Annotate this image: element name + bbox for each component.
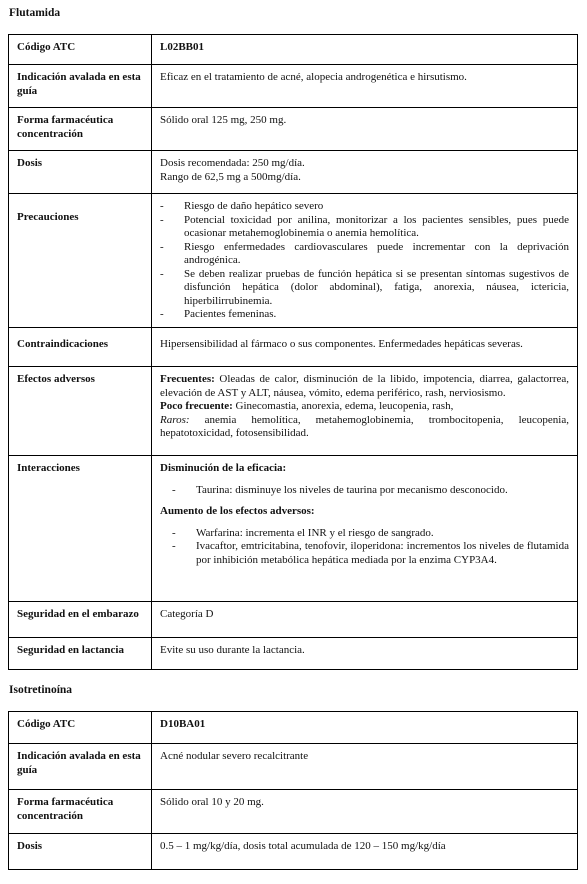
- isotretinoina-table: [8, 711, 578, 870]
- efectos-poco-label: Poco frecuente:: [160, 400, 233, 412]
- table-row: [9, 834, 578, 870]
- disminucion-list: [160, 484, 569, 498]
- efectos-frecuentes-label: Frecuentes:: [160, 373, 215, 385]
- table-row: [9, 790, 578, 834]
- row-label: Indicación avalada en esta guía: [9, 65, 152, 108]
- table-row: [9, 108, 578, 151]
- row-label: Código ATC: [9, 712, 152, 744]
- list-item: - Taurina: disminuye los niveles de taurina por mecanismo desconocido.: [160, 484, 569, 498]
- list-item: - Riesgo de daño hepático severo: [160, 200, 569, 214]
- atc-code-value: L02BB01: [152, 35, 578, 65]
- section-title-flutamida: Flutamida: [9, 7, 61, 19]
- aumento-list: [160, 527, 569, 568]
- list-item: - Ivacaftor, emtricitabina, tenofovir, iloperidona: incrementos los niveles de flutamida por inhibición metabólica hepática mediada por la enzima CYP3A4.: [160, 540, 569, 567]
- row-label: Dosis: [9, 151, 152, 194]
- dosis-line: Dosis recomendada: 250 mg/día.: [160, 157, 305, 169]
- efectos-poco: [160, 400, 569, 414]
- efectos-poco-text: Ginecomastia, anorexia, edema, leucopenia, rash,: [232, 400, 454, 412]
- list-item: - Warfarina: incrementa el INR y el riesgo de sangrado.: [160, 527, 569, 541]
- list-item: - Potencial toxicidad por anilina, monitorizar a los pacientes sensibles, pues puede ocasionar metahemoglobinemia o anemia hemolítica.: [160, 214, 569, 241]
- indicacion-value: Acné nodular severo recalcitrante: [152, 744, 578, 790]
- efectos-raros-label: Raros:: [160, 413, 190, 426]
- row-label: Forma farmacéutica concentración: [9, 108, 152, 151]
- table-row: [9, 367, 578, 456]
- row-label: Seguridad en lactancia: [9, 638, 152, 670]
- table-row: [9, 744, 578, 790]
- section-title-isotretinoina: Isotretinoína: [9, 684, 73, 696]
- table-row: [9, 35, 578, 65]
- table-row: [9, 602, 578, 638]
- row-label: Indicación avalada en esta guía: [9, 744, 152, 790]
- efectos-frecuentes-text: Oleadas de calor, disminución de la libido, impotencia, diarrea, galactorrea, elevación de AST y ALT, náusea, vómito, edema periférico, rash, nerviosismo.: [160, 373, 569, 399]
- table-row: [9, 712, 578, 744]
- row-label: Código ATC: [9, 35, 152, 65]
- efectos-raros: [160, 414, 569, 441]
- dosis-line: Rango de 62,5 mg a 500mg/día.: [160, 170, 301, 183]
- list-item: - Riesgo enfermedades cardiovasculares puede incrementar con la deprivación androgénica.: [160, 241, 569, 268]
- aumento-heading: Aumento de los efectos adversos:: [160, 505, 315, 517]
- row-label: Contraindicaciones: [9, 328, 152, 367]
- list-item: - Pacientes femeninas.: [160, 308, 569, 322]
- forma-value: Sólido oral 125 mg, 250 mg.: [152, 108, 578, 151]
- row-label: Interacciones: [9, 456, 152, 602]
- precauciones-list: [160, 200, 569, 322]
- efectos-value: [152, 367, 578, 456]
- row-label: Precauciones: [9, 194, 152, 328]
- table-row: [9, 194, 578, 328]
- atc-code-value: D10BA01: [152, 712, 578, 744]
- efectos-frecuentes: [160, 373, 569, 400]
- list-item: - Se deben realizar pruebas de función hepática si se presentan síntomas sugestivos de disfunción hepática (dolor abdominal), fatiga, anorexia, náusea, ictericia, hiperbilirrubinemia.: [160, 268, 569, 309]
- row-label: Seguridad en el embarazo: [9, 602, 152, 638]
- lactancia-value: Evite su uso durante la lactancia.: [152, 638, 578, 670]
- embarazo-value: Categoría D: [152, 602, 578, 638]
- interacciones-value: [152, 456, 578, 602]
- table-row: [9, 65, 578, 108]
- table-row: [9, 456, 578, 602]
- indicacion-value: Eficaz en el tratamiento de acné, alopecia androgenética e hirsutismo.: [152, 65, 578, 108]
- dosis-value: 0.5 – 1 mg/kg/día, dosis total acumulada de 120 – 150 mg/kg/día: [152, 834, 578, 870]
- forma-value: Sólido oral 10 y 20 mg.: [152, 790, 578, 834]
- disminucion-heading: Disminución de la eficacia:: [160, 462, 287, 474]
- precauciones-value: [152, 194, 578, 328]
- row-label: Efectos adversos: [9, 367, 152, 456]
- row-label: Forma farmacéutica concentración: [9, 790, 152, 834]
- row-label: Dosis: [9, 834, 152, 870]
- efectos-raros-text: anemia hemolítica, metahemoglobinemia, trombocitopenia, leucopenia, hepatotoxicidad, fotosensibilidad.: [160, 413, 569, 439]
- flutamida-table: [8, 34, 578, 670]
- dosis-value: [152, 151, 578, 194]
- table-row: [9, 638, 578, 670]
- table-row: [9, 151, 578, 194]
- contra-value: Hipersensibilidad al fármaco o sus componentes. Enfermedades hepáticas severas.: [152, 328, 578, 367]
- table-row: [9, 328, 578, 367]
